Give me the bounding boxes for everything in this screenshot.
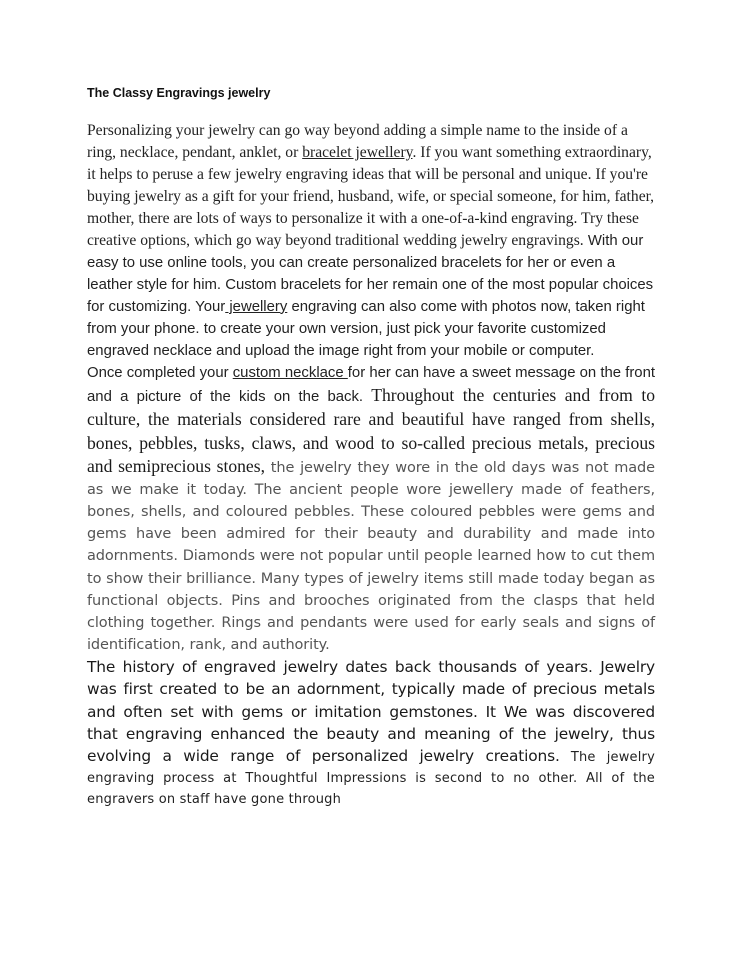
text-run: for her can have a sweet message on the front and a picture of the kids on the back. <box>87 365 656 406</box>
paragraph-once-completed <box>87 362 655 656</box>
text-run: . If you want something extraordinary, it helps to peruse a few jewelry engraving ideas that will be personal and unique. If you're buying jewelry as a gift for your friend, husband, wife, or special someone, for him, father, mother, there are lots of ways to personalize it with a one-of-a-kind engraving. Try these creative options, which go way beyond traditional wedding jewelry engravings. <box>87 143 655 249</box>
text-run: The history of engraved jewelry dates back thousands of years. Jewelry was first created to be an adornment, typically made of precious metals and often set with gems or imitation gemstones. It We was discovered that engraving enhanced the beauty and meaning of the jewelry, thus evolving a wide range of personalized jewelry creations. <box>87 657 655 766</box>
link-bracelet-jewellery[interactable]: bracelet jewellery <box>302 143 413 161</box>
link-custom-necklace[interactable]: custom necklace <box>232 365 348 382</box>
link-jewellery[interactable]: jewellery <box>225 298 288 315</box>
text-run: the jewelry they wore in the old days was not made as we make it today. The ancient people wore jewellery made of feathers, bones, shells, and coloured pebbles. These coloured pebbles were gems and gems have been admired for their beauty and durability and made into adornments. Diamonds were not popular until people learned how to cut them to show their brilliance. Many types of jewelry items still made today began as functional objects. Pins and brooches originated from the clasps that held clothing together. Rings and pendants were used for early seals and signs of identification, rank, and authority. <box>87 460 655 653</box>
text-run: The jewelry engraving process at Thoughtful Impressions is second to no other. All of the engravers on staff have gone through <box>87 750 655 808</box>
paragraph-history <box>87 656 655 810</box>
document-page <box>87 86 655 810</box>
text-run: Personalizing your jewelry can go way beyond adding a simple name to the inside of a ring, necklace, pendant, anklet, or <box>87 122 628 161</box>
text-run: Throughout the centuries and from to culture, the materials considered rare and beautiful have ranged from shells, bones, pebbles, tusks, claws, and wood to so-called precious metals, precious and semiprecious stones, <box>87 385 655 477</box>
paragraph-personalizing <box>87 120 655 362</box>
text-run: engraving can also come with photos now, taken right from your phone. to create your own version, just pick your favorite customized engraved necklace and upload the image right from your mobile or computer. <box>87 298 645 359</box>
text-run: With our easy to use online tools, you can create personalized bracelets for her or even a leather style for him. Custom bracelets for her remain one of the most popular choices for customizing. Your <box>87 232 654 315</box>
page-title: The Classy Engravings jewelry <box>87 86 271 100</box>
text-run: Once completed your <box>87 365 233 382</box>
